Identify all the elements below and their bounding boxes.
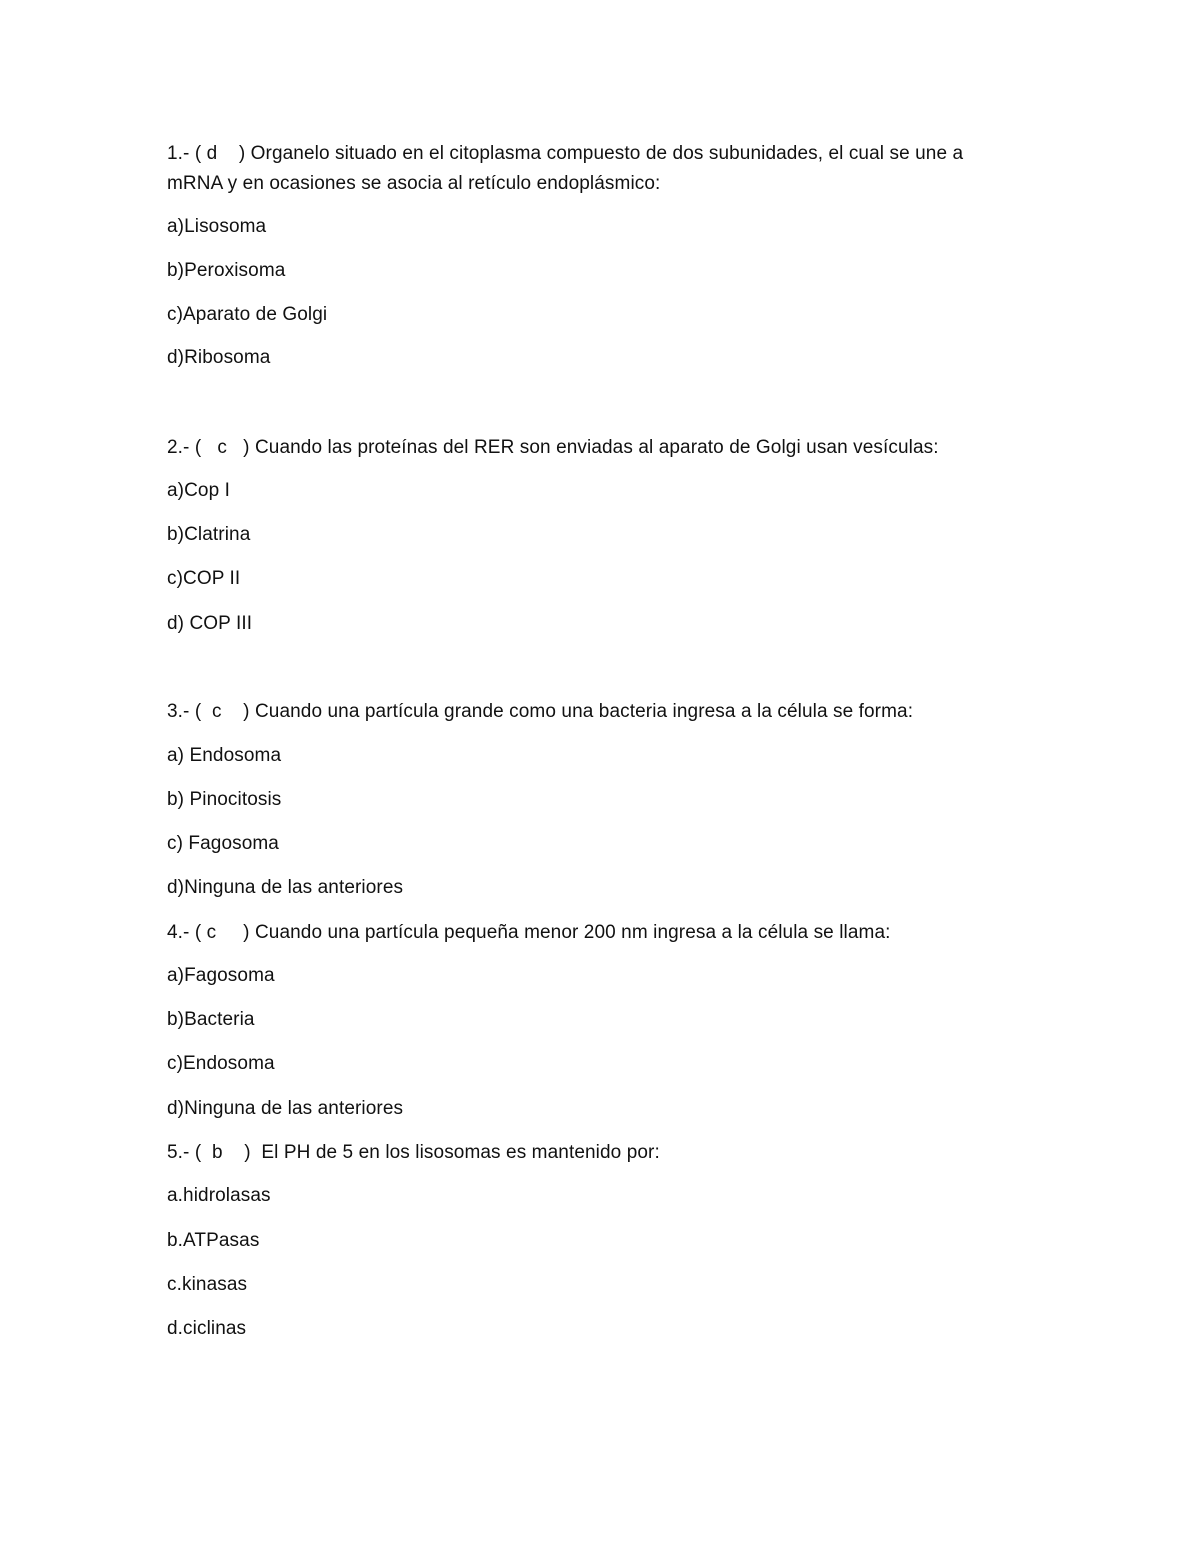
question-3-option-d: d)Ninguna de las anteriores xyxy=(167,877,404,898)
question-5-option-d: d.ciclinas xyxy=(167,1318,247,1339)
question-5-option-c: c.kinasas xyxy=(167,1274,248,1295)
question-3-prompt-line-1: 3.- ( c ) Cuando una partícula grande como una bacteria ingresa a la célula se forma: xyxy=(167,701,914,722)
question-4-option-d: d)Ninguna de las anteriores xyxy=(167,1098,404,1119)
question-2-option-c: c)COP II xyxy=(167,568,241,589)
question-1-prompt-line-2: mRNA y en ocasiones se asocia al retículo endoplásmico: xyxy=(167,173,661,194)
question-2-option-a: a)Cop I xyxy=(167,480,231,501)
question-2-option-b: b)Clatrina xyxy=(167,524,251,545)
question-1-option-d: d)Ribosoma xyxy=(167,347,271,368)
question-2-prompt-line-1: 2.- ( c ) Cuando las proteínas del RER son enviadas al aparato de Golgi usan vesículas: xyxy=(167,437,939,458)
question-4-prompt-line-1: 4.- ( c ) Cuando una partícula pequeña menor 200 nm ingresa a la célula se llama: xyxy=(167,922,891,943)
question-3-option-a: a) Endosoma xyxy=(167,745,282,766)
question-3-option-b: b) Pinocitosis xyxy=(167,789,282,810)
question-5-prompt-line-1: 5.- ( b ) El PH de 5 en los lisosomas es mantenido por: xyxy=(167,1142,660,1163)
question-1-option-a: a)Lisosoma xyxy=(167,216,267,237)
question-1-prompt-line-1: 1.- ( d ) Organelo situado en el citoplasma compuesto de dos subunidades, el cual se une a xyxy=(167,143,964,164)
question-4-option-b: b)Bacteria xyxy=(167,1009,255,1030)
question-4-option-a: a)Fagosoma xyxy=(167,965,275,986)
question-2-option-d: d) COP III xyxy=(167,613,253,634)
question-1-option-c: c)Aparato de Golgi xyxy=(167,304,328,325)
question-3-option-c: c) Fagosoma xyxy=(167,833,279,854)
question-5-option-a: a.hidrolasas xyxy=(167,1185,271,1206)
question-4-option-c: c)Endosoma xyxy=(167,1053,275,1074)
question-5-option-b: b.ATPasas xyxy=(167,1230,260,1251)
question-1-option-b: b)Peroxisoma xyxy=(167,260,286,281)
